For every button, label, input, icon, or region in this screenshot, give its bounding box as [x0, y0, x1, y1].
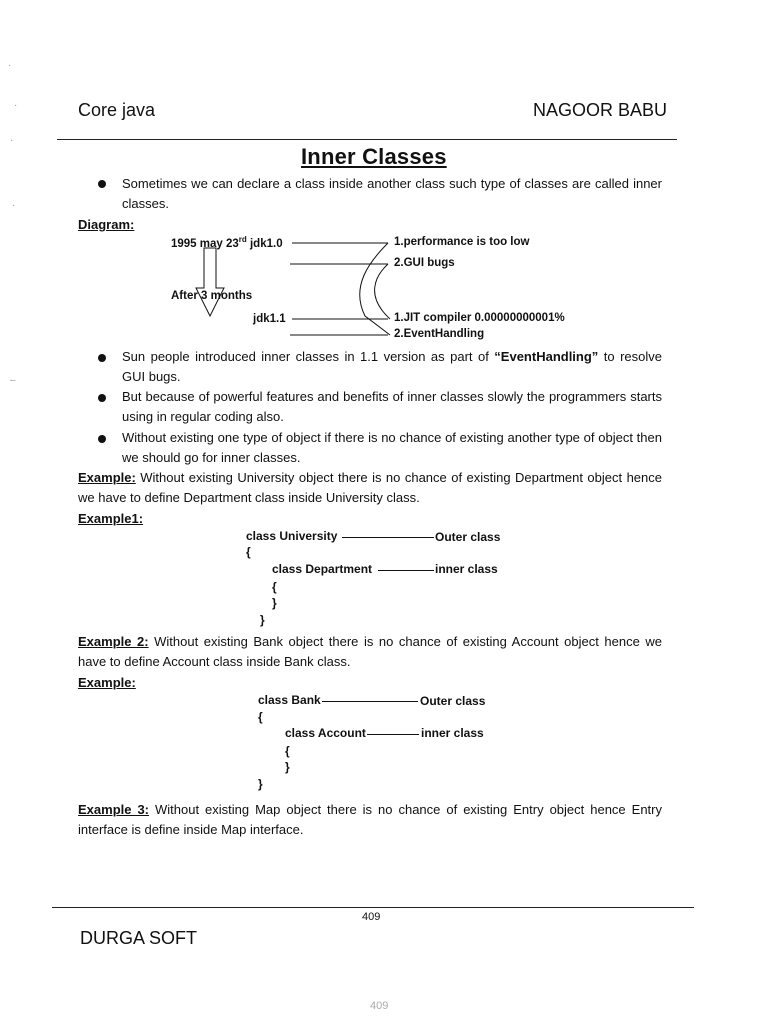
code-brace: } [258, 777, 263, 791]
code-dash [342, 537, 434, 538]
example-paragraph: Example: Without existing University object there is no chance of existing Department object hence we have to define Department class inside University class. [78, 470, 662, 505]
bullet-text-3: Without existing one type of object if there is no chance of existing another type of object then we should go for inner classes. [122, 430, 662, 465]
bullet-dot [98, 354, 106, 362]
code-brace: { [285, 744, 290, 758]
page-title: Inner Classes [301, 144, 447, 169]
example2-paragraph: Example 2: Without existing Bank object there is no chance of existing Account object hence we have to define Account class inside Bank class. [78, 634, 662, 669]
code-brace: { [272, 580, 277, 594]
bullet-text-2: But because of powerful features and benefits of inner classes slowly the programmers starts using in regular coding also. [122, 389, 662, 424]
code-inner-note: inner class [421, 726, 484, 740]
diagram-label: Diagram: [78, 217, 135, 232]
code-outer-note: Outer class [420, 694, 486, 708]
page-number: 409 [362, 911, 381, 923]
scan-speck: · [10, 135, 14, 146]
code-brace: } [285, 760, 290, 774]
scan-speck: – [10, 375, 16, 386]
diagram-start: 1995 may 23rd jdk1.0 [171, 235, 283, 250]
code-dash [367, 734, 419, 735]
code-outer-class: class University [246, 529, 338, 543]
diagram-item-3: 1.JIT compiler 0.00000000001% [394, 312, 565, 324]
code-brace: } [272, 596, 277, 610]
header-left: Core java [78, 100, 156, 120]
scan-speck: · [8, 60, 12, 71]
scan-page-number: 409 [370, 1000, 389, 1012]
code-brace: } [260, 613, 265, 627]
diagram-item-4: 2.EventHandling [394, 328, 485, 340]
header-right: NAGOOR BABU [533, 100, 668, 120]
code-inner-note: inner class [435, 562, 498, 576]
scan-speck: · [14, 100, 18, 111]
bullet-text-1: Sun people introduced inner classes in 1.1 version as part of “EventHandling” to resolve GUI bugs. [122, 349, 662, 384]
example1-label: Example1: [78, 511, 144, 526]
code-outer-class: class Bank [258, 693, 321, 707]
bullet-text-intro: Sometimes we can declare a class inside another class such type of classes are called inner classes. [122, 176, 662, 211]
code-dash [378, 570, 434, 571]
diagram-after-label: After 3 months [171, 290, 253, 302]
header-rule [57, 139, 677, 140]
code-inner-class: class Account [285, 726, 366, 740]
code-brace: { [258, 710, 263, 724]
code-outer-note: Outer class [435, 530, 501, 544]
diagram-item-2: 2.GUI bugs [394, 257, 455, 269]
code-inner-class: class Department [272, 562, 373, 576]
scan-speck: · [12, 200, 16, 211]
example-b-label: Example: [78, 675, 136, 690]
diagram-jdk11: jdk1.1 [253, 313, 286, 325]
code-dash [322, 701, 418, 702]
footer-brand: DURGA SOFT [80, 928, 198, 948]
bullet-dot [98, 394, 106, 402]
footer-rule [52, 907, 694, 908]
bullet-dot [98, 180, 106, 188]
diagram-item-1: 1.performance is too low [394, 236, 530, 248]
example3-paragraph: Example 3: Without existing Map object there is no chance of existing Entry object hence Entry interface is define inside Map interface. [78, 802, 662, 837]
bullet-dot [98, 435, 106, 443]
code-brace: { [246, 545, 251, 559]
